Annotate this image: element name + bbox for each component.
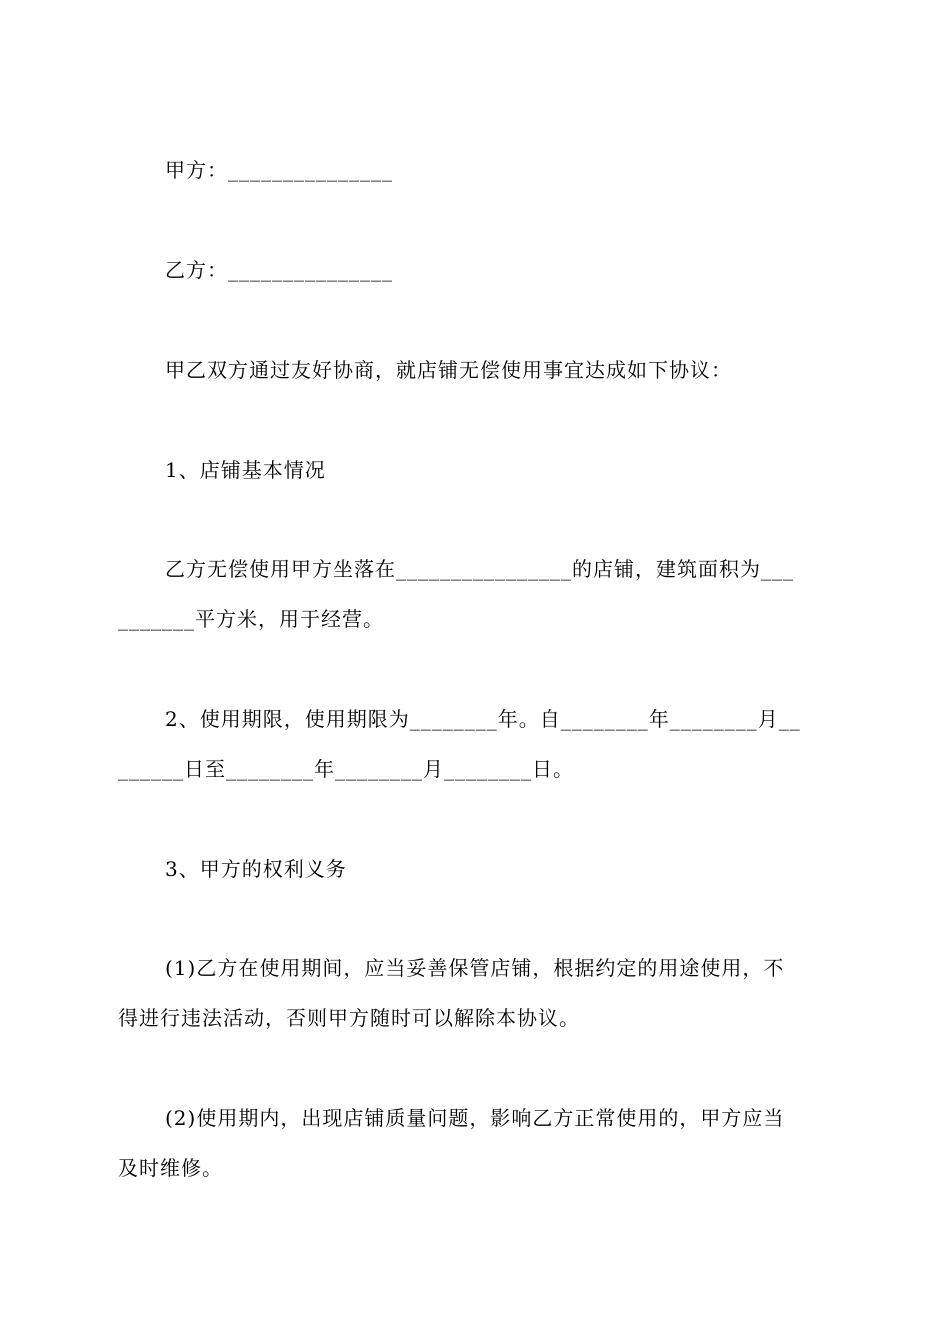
section1-title: 1、店铺基本情况 xyxy=(165,458,326,482)
clause2-line1: (2)使用期内，出现店铺质量问题，影响乙方正常使用的，甲方应当 xyxy=(165,1106,785,1130)
clause2-line2: 及时维修。 xyxy=(118,1156,223,1180)
clause1-line1: (1)乙方在使用期间，应当妥善保管店铺，根据约定的用途使用，不 xyxy=(165,956,785,980)
party-b-line: 乙方：_______________ xyxy=(165,258,393,282)
section3-title: 3、甲方的权利义务 xyxy=(165,857,347,881)
party-a-line: 甲方：_______________ xyxy=(165,158,393,182)
clause1-line2: 得进行违法活动，否则甲方随时可以解除本协议。 xyxy=(118,1006,580,1030)
intro-paragraph: 甲乙双方通过友好协商，就店铺无偿使用事宜达成如下协议： xyxy=(165,358,732,382)
section1-text-line1: 乙方无偿使用甲方坐落在________________的店铺，建筑面积为___ xyxy=(165,557,794,581)
section2-text-line2: ______日至________年________月________日。 xyxy=(118,757,574,781)
section1-text-line2: _______平方米，用于经营。 xyxy=(118,607,384,631)
section2-text-line1: 2、使用期限，使用期限为________年。自________年________月__ xyxy=(165,707,801,731)
